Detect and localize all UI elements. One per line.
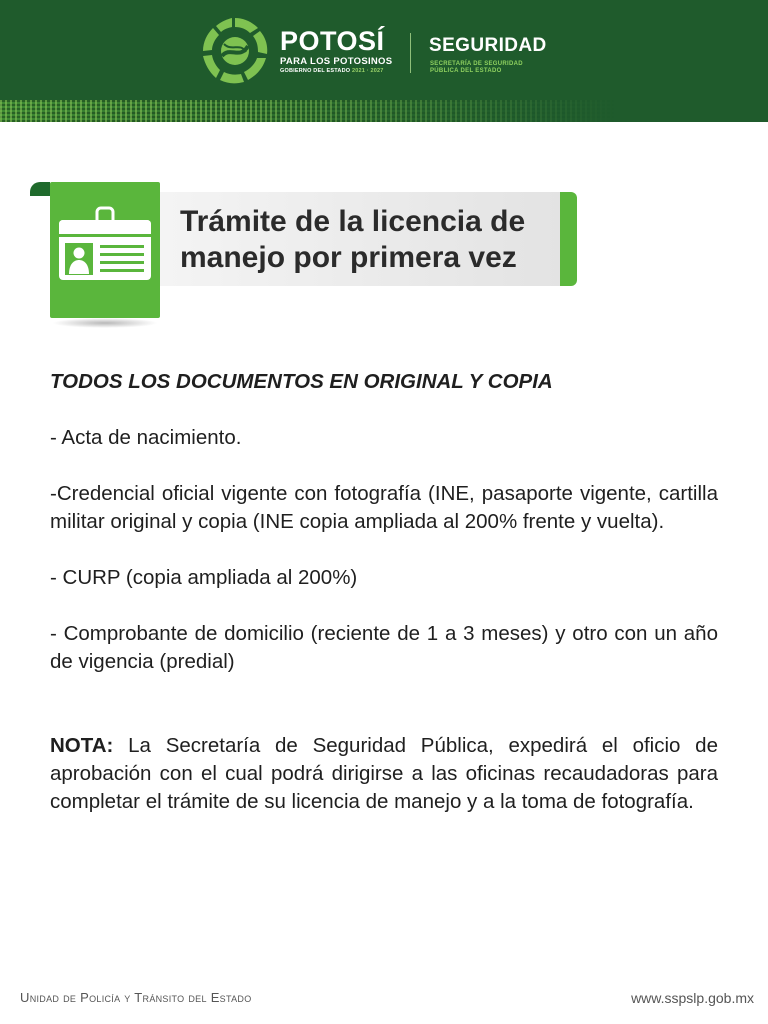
note-label: NOTA: xyxy=(50,734,114,757)
requirements-heading: TODOS LOS DOCUMENTOS EN ORIGINAL Y COPIA xyxy=(50,370,553,393)
footer-unit-name: Unidad de Policía y Tránsito del Estado xyxy=(20,990,252,1005)
government-label: GOBIERNO DEL ESTADO xyxy=(280,68,351,74)
requirement-item: - Acta de nacimiento. xyxy=(50,426,242,449)
footer-website-link[interactable]: www.sspslp.gob.mx xyxy=(631,990,754,1006)
id-card-icon xyxy=(50,182,160,318)
card-shadow xyxy=(52,318,158,328)
government-years: 2021 · 2027 xyxy=(351,68,384,74)
requirement-item: - CURP (copia ampliada al 200%) xyxy=(50,566,358,589)
requirement-item: -Credencial oficial vigente con fotografía (INE, pasaporte vigente, cartilla militar original y copia (INE copia ampliada al 200% frente y vuelta). xyxy=(50,482,718,533)
header-divider xyxy=(410,33,411,73)
header-texture-strip xyxy=(0,100,768,122)
note-paragraph xyxy=(50,732,718,816)
page-header xyxy=(0,0,768,122)
id-card-panel xyxy=(50,182,160,318)
title-banner-edge xyxy=(560,192,577,286)
department-title: SEGURIDAD xyxy=(429,35,547,56)
card-tab xyxy=(30,182,50,196)
state-emblem-icon xyxy=(200,16,270,86)
brand-title: POTOSÍ xyxy=(280,26,385,56)
requirement-item: - Comprobante de domicilio (reciente de 1 a 3 meses) y otro con un año de vigencia (predial) xyxy=(50,622,718,673)
note-text: La Secretaría de Seguridad Pública, expedirá el oficio de aprobación con el cual podrá dirigirse a las oficinas recaudadoras para completar el trámite de su licencia de manejo y a la toma de fotografía. xyxy=(50,734,718,813)
department-subtitle: SECRETARÍA DE SEGURIDAD PÚBLICA DEL ESTADO xyxy=(430,61,523,75)
requirements-section xyxy=(50,368,718,816)
brand-government-line xyxy=(280,69,384,75)
page-title: Trámite de la licencia de manejo por primera vez xyxy=(180,205,526,274)
brand-subtitle: PARA LOS POTOSINOS xyxy=(280,56,393,67)
